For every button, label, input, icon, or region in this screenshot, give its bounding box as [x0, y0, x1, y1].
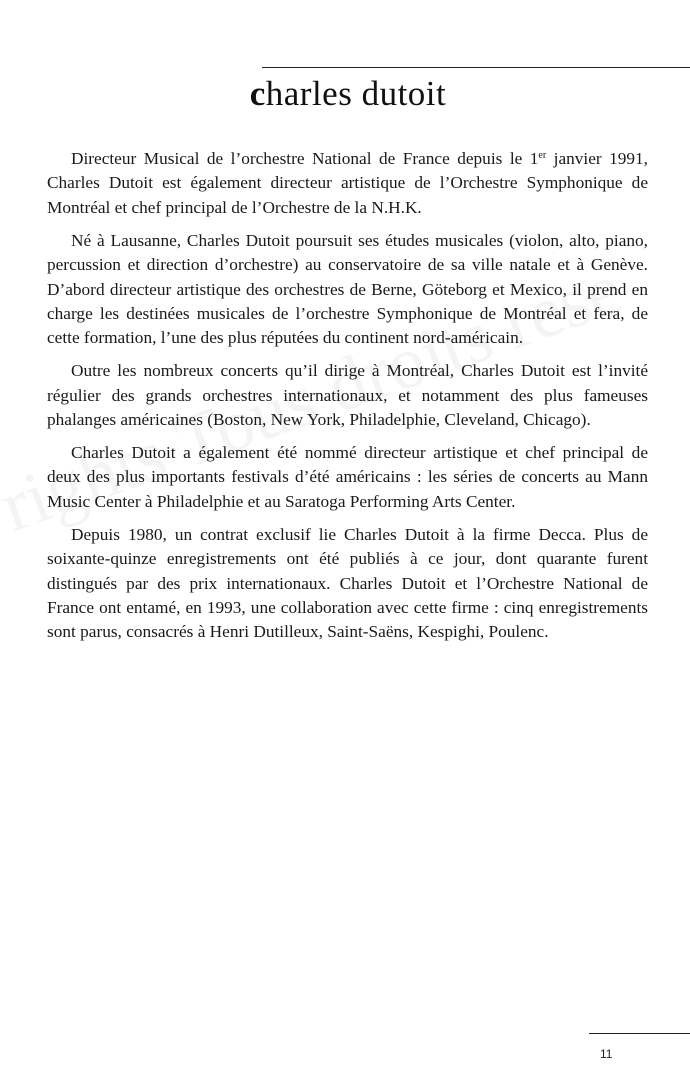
bottom-rule [589, 1033, 690, 1034]
title-rest: harles dutoit [265, 74, 447, 113]
paragraph-1 [47, 147, 648, 220]
top-rule [262, 67, 690, 68]
paragraph-1-end: janvier 1991, Charles Dutoit est également directeur artistique de l’Orchestre Symphonique de Montréal et chef principal de l’Orchestre de la N.H.K. [47, 149, 648, 217]
title-initial: c [249, 74, 266, 113]
ordinal-superscript: er [538, 150, 547, 161]
paragraph-4: Charles Dutoit a également été nommé directeur artistique et chef principal de deux des plus importants festivals d’été américains : les séries de concerts au Mann Music Center à Philadelphie et au Saratoga Performing Arts Center. [47, 442, 648, 511]
page-number: 11 [600, 1047, 613, 1061]
paragraph-1-start: Directeur Musical de l’orchestre National de France depuis le 1 [71, 149, 539, 168]
body-text [47, 147, 648, 653]
paragraph-5: Depuis 1980, un contrat exclusif lie Charles Dutoit à la firme Decca. Plus de soixante-quinze enregistrements ont été publiés à ce jour, dont quarante furent distingués par des prix internationaux. Charles Dutoit et l’Orchestre National de France ont entamé, en 1993, une collaboration avec cette firme : cinq enregistrements sont parus, consacrés à Henri Dutilleux, Saint-Saëns, Kespighi, Poulenc. [47, 524, 648, 642]
page-title [0, 74, 690, 114]
paragraph-2: Né à Lausanne, Charles Dutoit poursuit ses études musicales (violon, alto, piano, percussion et direction d’orchestre) au conservatoire de sa ville natale et à Genève. D’abord directeur artistique des orchestres de Berne, Göteborg et Mexico, il prend en charge les destinées musicales de l’orchestre Symphonique de Montréal et fera, de cette formation, l’une des plus réputées du continent nord-américain. [47, 230, 648, 348]
paragraph-3: Outre les nombreux concerts qu’il dirige à Montréal, Charles Dutoit est l’invité régulier des grands orchestres internationaux, et notamment des plus fameuses phalanges américaines (Boston, New York, Philadelphie, Cleveland, Chicago). [47, 361, 648, 430]
